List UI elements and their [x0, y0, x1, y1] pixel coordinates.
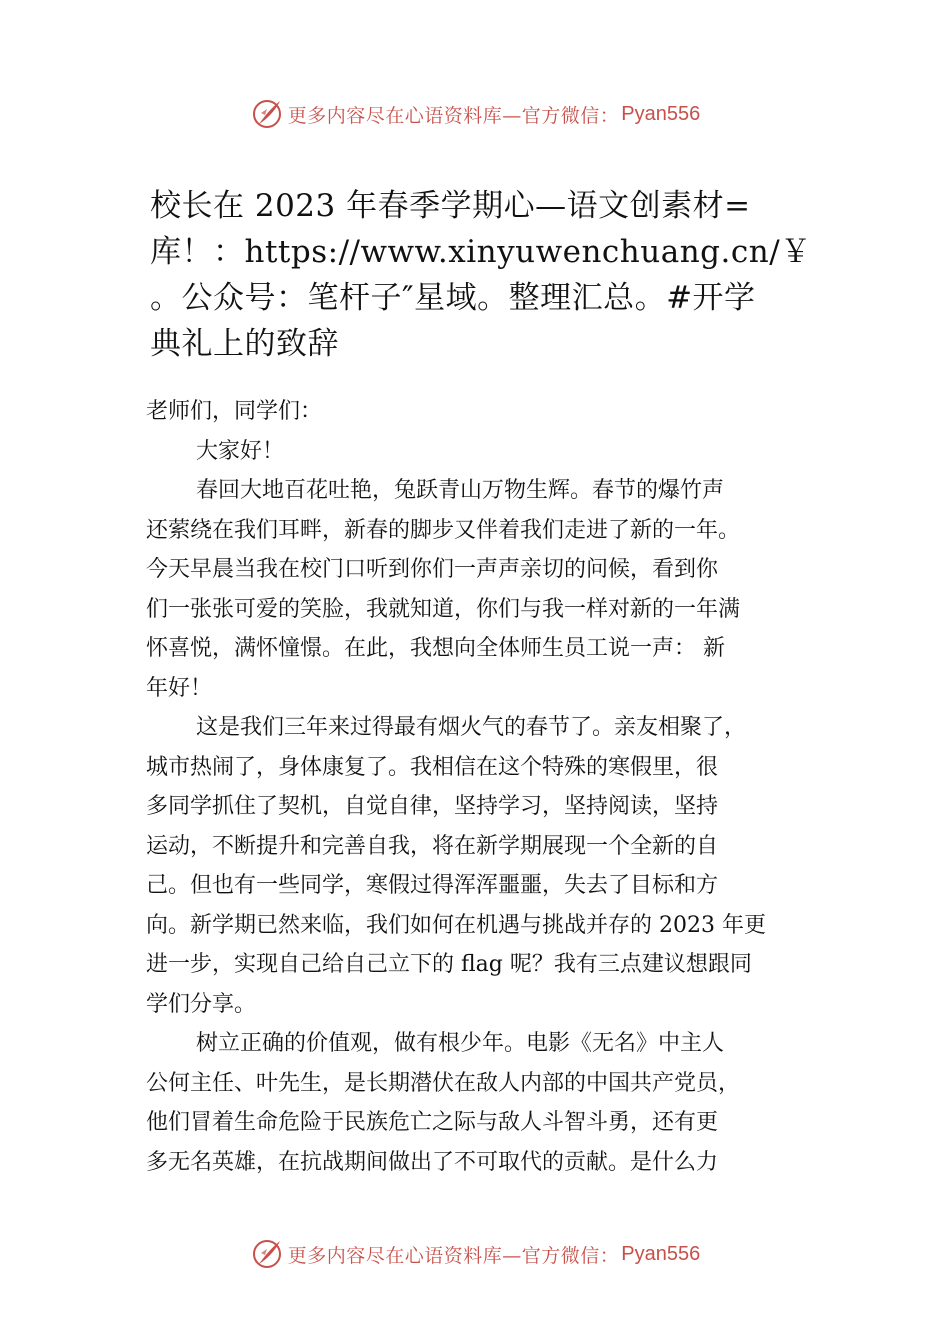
- paragraph-line: 学们分享。: [146, 991, 257, 1017]
- paragraph-line: 春回大地百花吐艳，兔跃青山万物生辉。春节的爆竹声: [196, 478, 725, 503]
- quill-logo-icon: [250, 97, 284, 131]
- footer-banner: [0, 1232, 950, 1276]
- paragraph: [146, 471, 836, 708]
- title-line: 。公众号：笔杆子″星域。整理汇总。#开学: [150, 280, 756, 316]
- paragraph-line: 今天早晨当我在校门口听到你们一声声亲切的问候，看到你: [146, 557, 719, 582]
- title-line: 库！：https://www.xinyuwenchuang.cn/￥: [150, 234, 812, 270]
- paragraph-line: 还萦绕在我们耳畔，新春的脚步又伴着我们走进了新的一年。: [146, 517, 741, 543]
- title-line: 典礼上的致辞: [150, 326, 339, 362]
- paragraph-line: 公何主任、叶先生，是长期潜伏在敌人内部的中国共产党员，: [146, 1070, 741, 1096]
- banner-text: 更多内容尽在心语资料库—官方微信：: [287, 104, 620, 127]
- greeting: 大家好！: [196, 438, 285, 464]
- paragraph-line: 年好！: [146, 675, 213, 701]
- document-title: [150, 183, 830, 367]
- paragraph-line: 们一张张可爱的笑脸，我就知道，你们与我一样对新的一年满: [146, 596, 741, 622]
- wechat-id: Pyan556: [621, 1242, 701, 1265]
- paragraph-line: 多无名英雄，在抗战期间做出了不可取代的贡献。是什么力: [146, 1149, 719, 1175]
- paragraph-line: 城市热闹了，身体康复了。我相信在这个特殊的寒假里，很: [146, 754, 719, 780]
- banner-text: 更多内容尽在心语资料库—官方微信：: [287, 1244, 620, 1267]
- title-line: 校长在 2023 年春季学期心—语文创素材=: [150, 188, 751, 224]
- paragraph: [146, 708, 836, 1024]
- paragraph-line: 怀喜悦，满怀憧憬。在此，我想向全体师生员工说一声： 新: [146, 636, 725, 661]
- paragraph-line: 己。但也有一些同学，寒假过得浑浑噩噩，失去了目标和方: [146, 873, 719, 898]
- wechat-id: Pyan556: [621, 102, 701, 125]
- paragraph-line: 进一步，实现自己给自己立下的 flag 呢？我有三点建议想跟同: [146, 952, 752, 977]
- paragraph-line: 这是我们三年来过得最有烟火气的春节了。亲友相聚了，: [196, 715, 747, 740]
- paragraph-line: 向。新学期已然来临，我们如何在机遇与挑战并存的 2023 年更: [146, 912, 766, 938]
- speech-body: [146, 392, 836, 1182]
- paragraph-line: 多同学抓住了契机，自觉自律，坚持学习，坚持阅读，坚持: [146, 794, 719, 819]
- paragraph: [146, 1024, 836, 1182]
- paragraph-line: 树立正确的价值观，做有根少年。电影《无名》中主人: [196, 1031, 725, 1056]
- header-banner: [0, 92, 950, 136]
- paragraph-line: 他们冒着生命危险于民族危亡之际与敌人斗智斗勇，还有更: [146, 1110, 719, 1135]
- paragraph-line: 运动，不断提升和完善自我，将在新学期展现一个全新的自: [146, 833, 719, 859]
- salutation: 老师们，同学们：: [146, 399, 323, 424]
- quill-logo-icon: [250, 1237, 284, 1271]
